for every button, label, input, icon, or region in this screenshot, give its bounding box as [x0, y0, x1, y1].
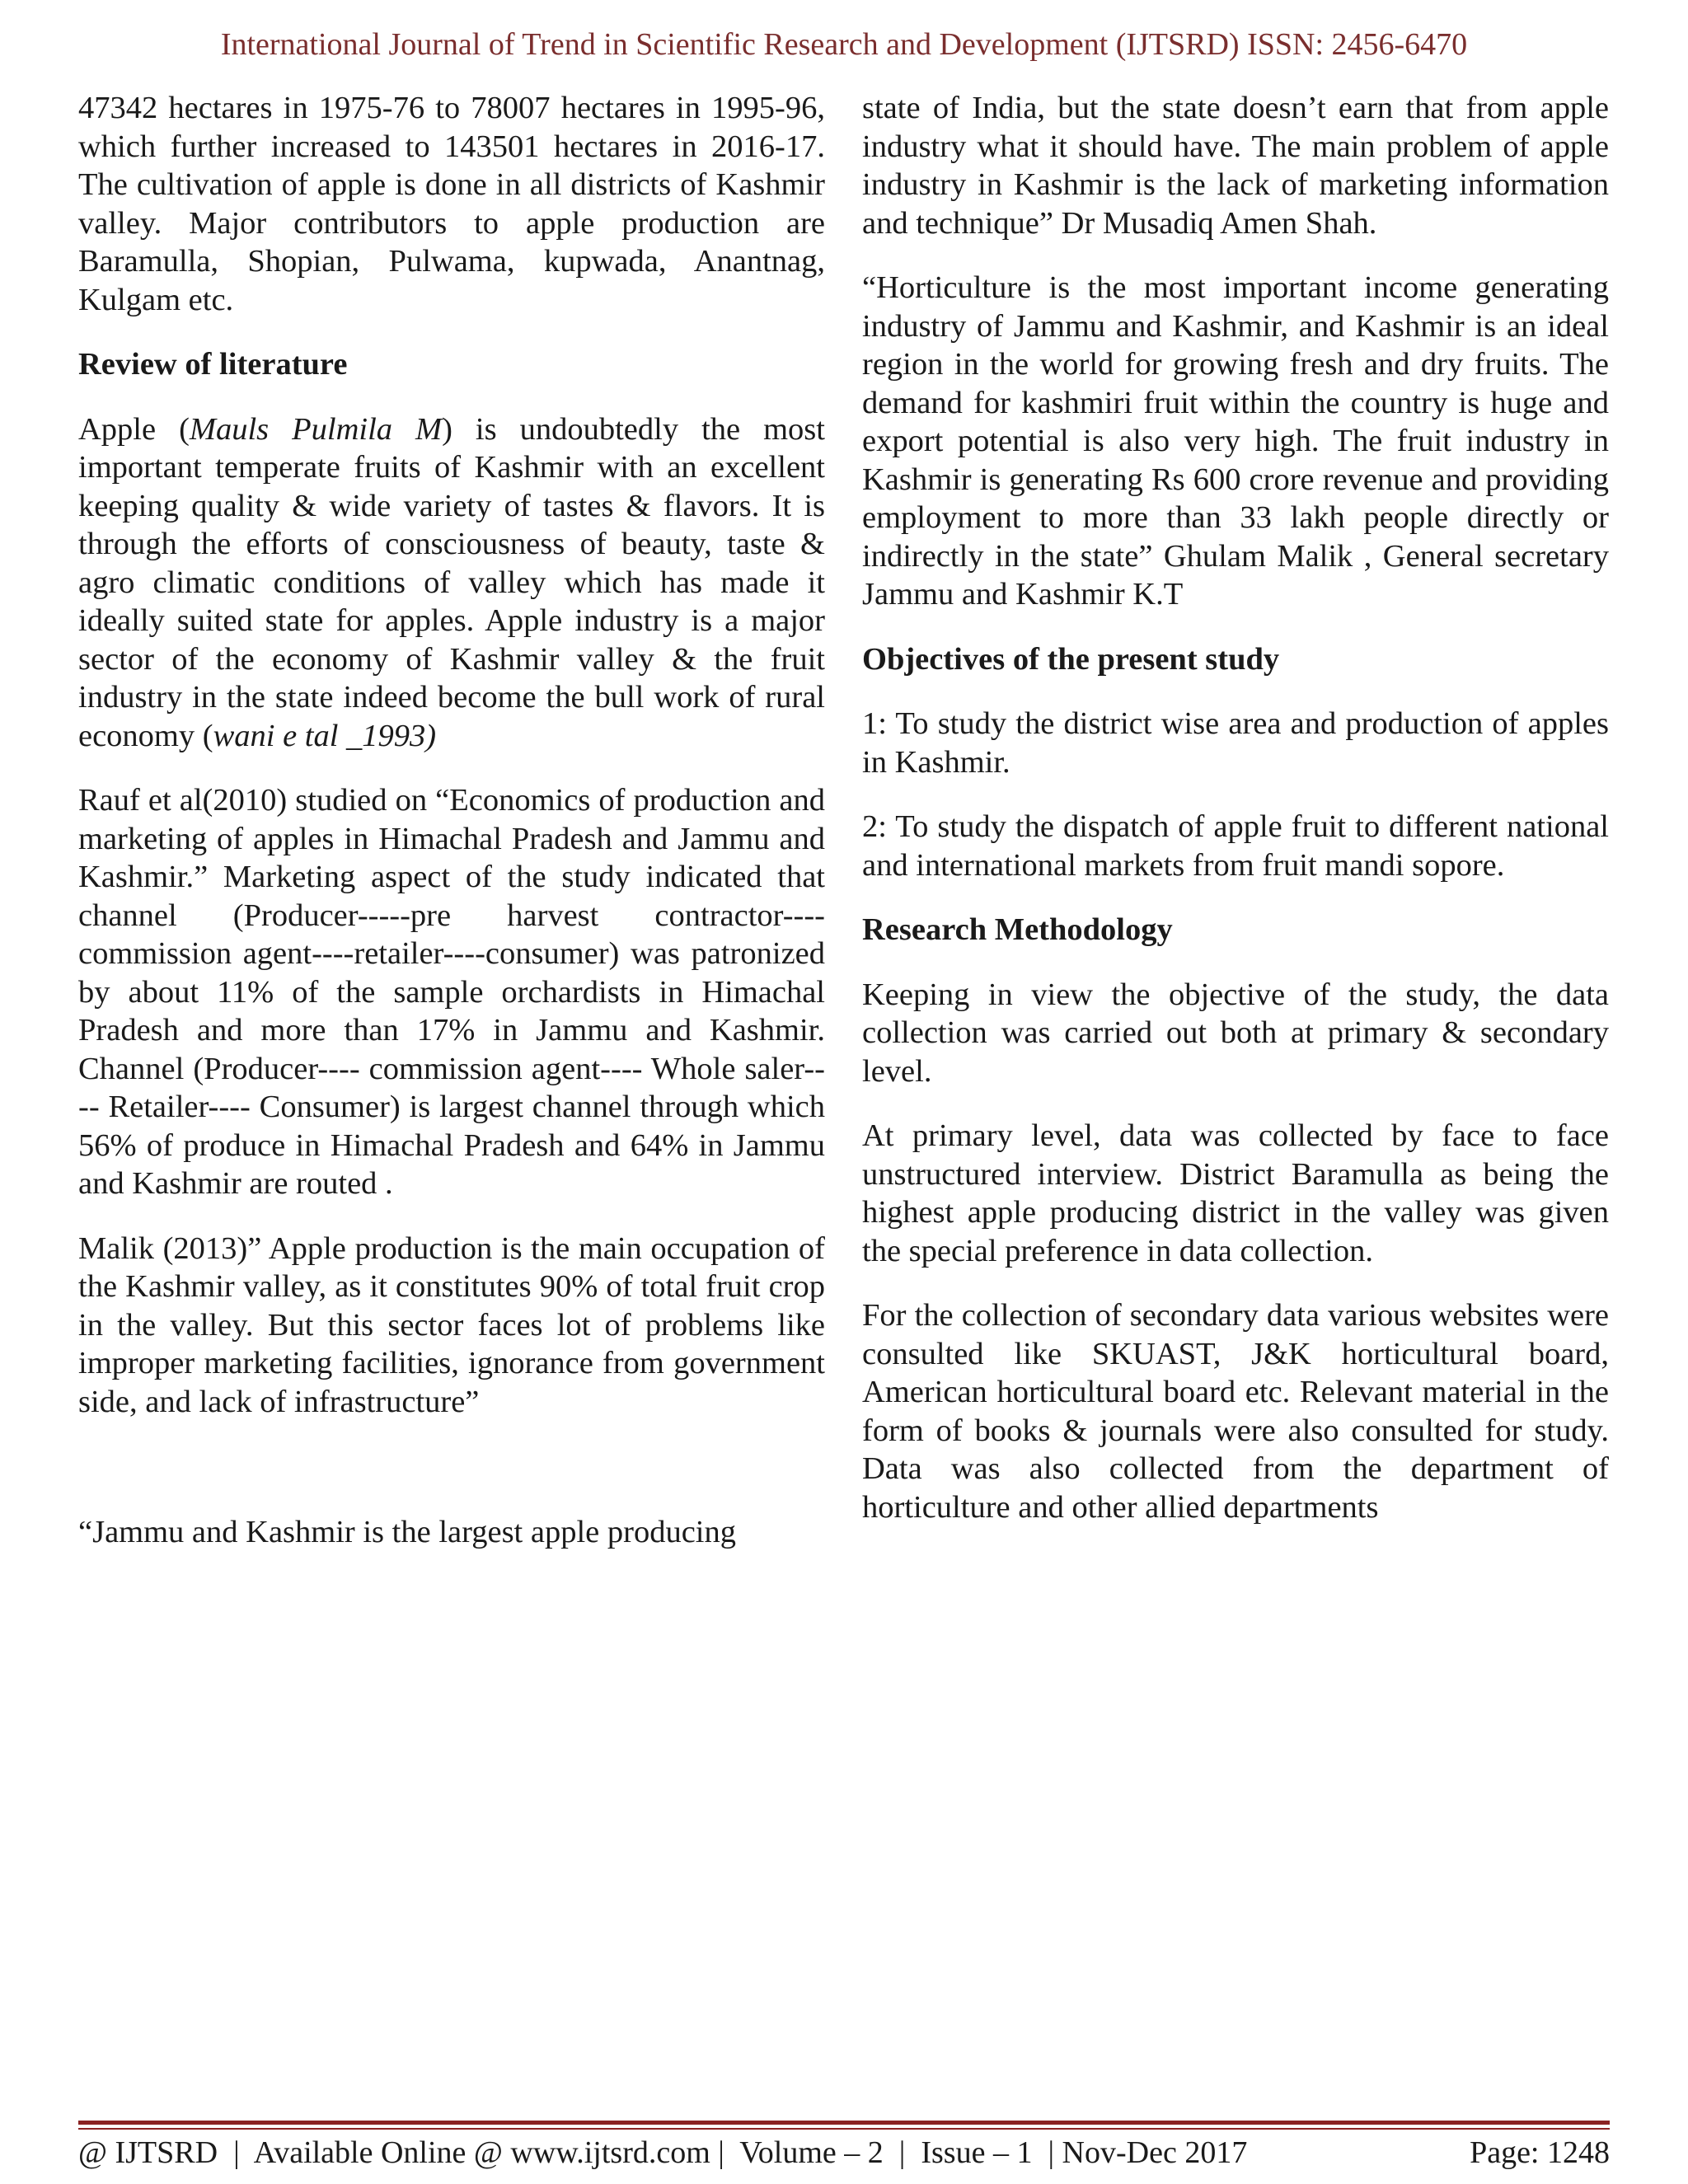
paragraph-secondary-data: For the collection of secondary data various websites were consulted like SKUAST, J&K horticultural board, American horticultural board etc. Relevant material in the form of books & journals were also consulted for study. Data was also collected from the department of horticulture and other allied departments	[862, 1298, 1609, 1525]
heading-objectives: Objectives of the present study	[862, 641, 1280, 677]
paragraph-malik-quote: Malik (2013)” Apple production is the main occupation of the Kashmir valley, as it constitutes 90% of total fruit crop in the valley. But this sector faces lot of problems like improper marketing facilities, ignorance from government side, and lack of infrastructure”	[78, 1230, 825, 1419]
paragraph-apple-intro	[78, 410, 825, 756]
right-column	[862, 89, 1609, 1553]
footer-rule	[78, 2121, 1610, 2125]
left-column	[78, 89, 825, 1578]
paragraph-rauf-study: Rauf et al(2010) studied on “Economics of production and marketing of apples in Himachal Pradesh and Jammu and Kashmir.” Marketing aspect of the study indicated that channel (Producer-----pre harvest contractor----commission agent----retailer----consumer) was patronized by about 11% of the sample orchardists in Himachal Pradesh and more than 17% in Jammu and Kashmir. Channel (Producer---- commission agent---- Whole saler---- Retailer---- Consumer) is largest channel through which 56% of produce in Himachal Pradesh and 64% in Jammu and Kashmir are routed .	[78, 783, 825, 1201]
paragraph-area-growth: 47342 hectares in 1975-76 to 78007 hectares in 1995-96, which further increased to 143501 hectares in 2016-17. The cultivation of apple is done in all districts of Kashmir valley. Major contributors to apple production are Baramulla, Shopian, Pulwama, kupwada, Anantnag, Kulgam etc.	[78, 91, 825, 317]
paragraph-jk-quote-end: state of India, but the state doesn’t earn that from apple industry what it should have. The main problem of apple industry in Kashmir is the lack of marketing information and technique” Dr Musadiq Amen Shah.	[862, 91, 1609, 241]
footer-publication-info: @ IJTSRD | Available Online @ www.ijtsrd.com | Volume – 2 | Issue – 1 | Nov-Dec 2017	[78, 2135, 1248, 2170]
paragraph-horticulture-quote: “Horticulture is the most important income generating industry of Jammu and Kashmir, and Kashmir is an ideal region in the world for growing fresh and dry fruits. The demand for kashmiri fruit within the country is huge and export potential is also very high. The fruit industry in Kashmir is generating Rs 600 crore revenue and providing employment to more than 33 lakh people directly or indirectly in the state” Ghulam Malik , General secretary Jammu and Kashmir K.T	[862, 270, 1609, 612]
heading-research-methodology: Research Methodology	[862, 912, 1173, 947]
text-run: ) is undoubtedly the most important temperate fruits of Kashmir with an excellent keeping quality & wide variety of tastes & flavors. It is through the efforts of consciousness of beauty, taste & agro climatic conditions of valley which has made it ideally suited state for apples. Apple industry is a major sector of the economy of Kashmir valley & the fruit industry in the state indeed become the bull work of rural economy (	[78, 411, 825, 753]
paragraph-data-collection: Keeping in view the objective of the study, the data collection was carried out both at primary & secondary level.	[862, 977, 1609, 1089]
heading-review-of-literature: Review of literature	[78, 347, 348, 382]
footer-rule-thin	[78, 2128, 1610, 2130]
objective-1: 1: To study the district wise area and production of apples in Kashmir.	[862, 706, 1609, 780]
paragraph-jk-quote-start: “Jammu and Kashmir is the largest apple producing	[78, 1515, 736, 1549]
italic-botanical-name: Mauls Pulmila M	[189, 411, 443, 447]
text-run: Apple (	[78, 411, 190, 447]
page-number: Page: 1248	[1470, 2135, 1610, 2170]
paragraph-primary-level: At primary level, data was collected by face to face unstructured interview. District Baramulla as being the highest apple producing district in the valley was given the special preference in data collection.	[862, 1118, 1609, 1268]
running-header: International Journal of Trend in Scientific Research and Development (IJTSRD) ISSN: 2456-6470	[220, 27, 1468, 62]
objective-2: 2: To study the dispatch of apple fruit to different national and international markets from fruit mandi sopore.	[862, 809, 1609, 883]
italic-citation: wani e tal _1993)	[213, 718, 437, 753]
